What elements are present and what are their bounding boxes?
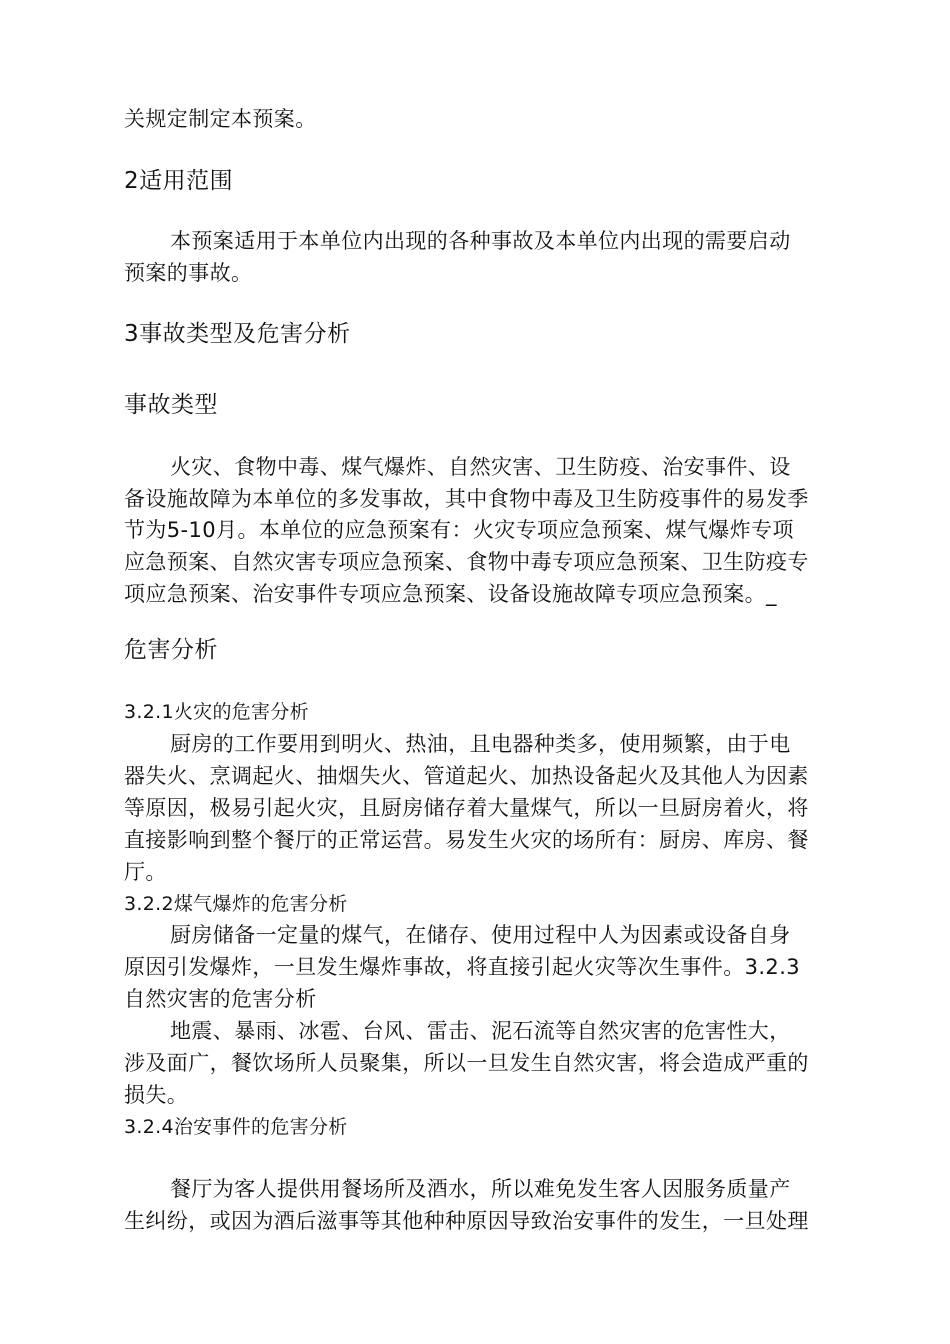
paragraph-line: 直接影响到整个餐厅的正常运营。易发生火灾的场所有：厨房、库房、餐 <box>124 828 809 852</box>
subsection-heading-3-2-2: 3.2.2煤气爆炸的危害分析 <box>124 893 348 915</box>
paragraph-line: 火灾、食物中毒、煤气爆炸、自然灾害、卫生防疫、治安事件、设 <box>170 455 791 479</box>
subsection-heading-3-2-4: 3.2.4治安事件的危害分析 <box>124 1116 348 1138</box>
subsection-heading-3-2-1: 3.2.1火灾的危害分析 <box>124 701 309 723</box>
section-heading-accident-types: 3事故类型及危害分析 <box>124 321 351 347</box>
paragraph-line: 原因引发爆炸，一旦发生爆炸事故，将直接引起火灾等次生事件。3.2.3 <box>124 955 801 979</box>
paragraph-line: 损失。 <box>124 1083 189 1107</box>
paragraph-line: 等原因，极易引起火灾，且厨房储存着大量煤气，所以一旦厨房着火，将 <box>124 796 809 820</box>
paragraph-line: 项应急预案、治安事件专项应急预案、设备设施故障专项应急预案。_ <box>124 582 777 606</box>
paragraph-line: 厨房的工作要用到明火、热油，且电器种类多，使用频繁，由于电 <box>170 732 791 756</box>
paragraph-line: 厅。 <box>124 860 167 884</box>
section-heading-scope: 2适用范围 <box>124 168 234 194</box>
paragraph-line: 应急预案、自然灾害专项应急预案、食物中毒专项应急预案、卫生防疫专 <box>124 550 809 574</box>
paragraph-line: 自然灾害的危害分析 <box>124 987 317 1011</box>
paragraph-line: 餐厅为客人提供用餐场所及酒水，所以难免发生客人因服务质量产 <box>170 1177 791 1201</box>
body-text-line: 关规定制定本预案。 <box>124 107 317 131</box>
paragraph-line: 节为5-10月。本单位的应急预案有：火灾专项应急预案、煤气爆炸专项 <box>124 518 794 542</box>
paragraph-line: 地震、暴雨、冰雹、台风、雷击、泥石流等自然灾害的危害性大， <box>170 1019 791 1043</box>
paragraph-line: 厨房储备一定量的煤气，在储存、使用过程中人为因素或设备自身 <box>170 923 791 947</box>
subsection-heading-accident-type: 事故类型 <box>124 392 218 418</box>
paragraph-line: 涉及面广，餐饮场所人员聚集，所以一旦发生自然灾害，将会造成严重的 <box>124 1051 809 1075</box>
paragraph-line: 备设施故障为本单位的多发事故，其中食物中毒及卫生防疫事件的易发季 <box>124 487 809 511</box>
paragraph-line: 预案的事故。 <box>124 261 253 285</box>
subsection-heading-hazard-analysis: 危害分析 <box>124 637 218 663</box>
paragraph-line: 生纠纷，或因为酒后滋事等其他种种原因导致治安事件的发生，一旦处理 <box>124 1209 809 1233</box>
paragraph-line: 本预案适用于本单位内出现的各种事故及本单位内出现的需要启动 <box>170 229 791 253</box>
paragraph-line: 器失火、烹调起火、抽烟失火、管道起火、加热设备起火及其他人为因素 <box>124 764 809 788</box>
